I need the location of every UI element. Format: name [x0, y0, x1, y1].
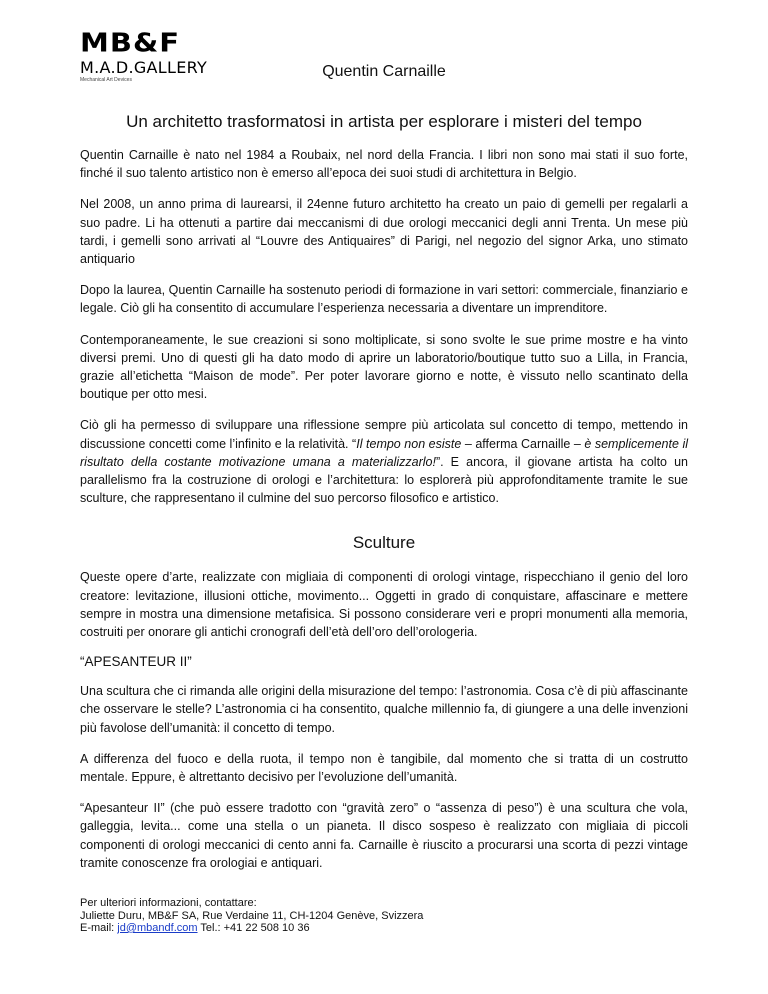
email-link[interactable]: jd@mbandf.com	[117, 922, 198, 934]
document-body	[80, 146, 688, 885]
quote-italic-2: è semplicemente il risultato della costante motivazione umana a materializzarlo!	[80, 436, 689, 469]
intro-paragraph-2: Nel 2008, un anno prima di laurearsi, il 24enne futuro architetto ha creato un paio di gemelli per regalarli a suo padre. Li ha ottenuti a partire dai meccanismi di due orologi meccanici degli anni Trenta. Un mese più tardi, i gemelli sono arrivati al “Louvre des Antiquaires” di Parigi, nel negozio del signor Arka, uno stimato antiquario	[80, 197, 688, 267]
section-heading-sculture: Sculture	[352, 533, 416, 553]
document-title: Quentin Carnaille	[322, 63, 446, 80]
subheading-apesanteur: “APESANTEUR II”	[80, 654, 192, 670]
contact-footer	[80, 897, 688, 935]
footer-tel: Tel.: +41 22 508 10 36	[197, 922, 310, 934]
apesanteur-paragraph-2: A differenza del fuoco e della ruota, il tempo non è tangibile, dal momento che si tratta di un costrutto mentale. Eppure, è altrettanto decisivo per l’evoluzione dell’umanità.	[80, 751, 688, 785]
document-subtitle: Un architetto trasformatosi in artista per esplorare i misteri del tempo	[126, 112, 642, 131]
intro-paragraph-3: Dopo la laurea, Quentin Carnaille ha sostenuto periodi di formazione in vari settori: commerciale, finanziario e legale. Ciò gli ha consentito di accumulare l’esperienza necessaria a diventare un imprenditore.	[80, 283, 688, 316]
footer-email-label: E-mail:	[80, 922, 118, 934]
quote-italic-1: Il tempo non esiste	[356, 436, 462, 451]
intro-paragraph-4: Contemporaneamente, le sue creazioni si sono moltiplicate, si sono svolte le sue prime mostre e ha vinto diversi premi. Uno di questi gli ha dato modo di aprire un laboratorio/boutique tutto suo a Lilla, in Francia, grazie all’etichetta “Maison de mode”. Per poter lavorare giorno e notte, è vissuto nello scantinato della boutique per otto mesi.	[80, 332, 688, 402]
footer-line-info: Per ulteriori informazioni, contattare:	[80, 897, 257, 909]
intro-paragraph-1: Quentin Carnaille è nato nel 1984 a Roubaix, nel nord della Francia. I libri non sono mai stati il suo forte, finché il suo talento artistico non è emerso all’epoca dei suoi studi di architettura in Belgio.	[80, 148, 688, 181]
apesanteur-paragraph-3: “Apesanteur II” (che può essere tradotto con “gravità zero” o “assenza di peso”) è una scultura che vola, galleggia, levita... come una stella o un pianeta. Il disco sospeso è realizzato con migliaia di piccoli componenti di orologi meccanici di cento anni fa. Carnaille è riuscito a procurarsi una scorta di pezzi vintage tramite conoscenze fra orologiai e antiquari.	[80, 801, 688, 870]
quote-before: Ciò gli ha permesso di sviluppare una riflessione sempre più articolata sul concetto di tempo, mettendo in discussione concetti come l’infinito e la relatività. “	[80, 418, 688, 451]
footer-line-address: Juliette Duru, MB&F SA, Rue Verdaine 11, CH-1204 Genève, Svizzera	[80, 909, 424, 922]
logo-brand: MB&F	[80, 27, 181, 58]
footer-line-contact	[80, 922, 688, 935]
quote-middle: – afferma Carnaille –	[461, 436, 585, 451]
logo-gallery: M.A.D.GALLERY	[80, 58, 208, 77]
quote-after: ”. E ancora, il giovane artista ha colto un parallelismo fra la costruzione di orologi e l’architettura: lo esplorerà più approfonditamente tramite le sue sculture, che rappresentano il culmine del suo percorso filosofico e artistico.	[80, 454, 688, 506]
sculture-paragraph: Queste opere d’arte, realizzate con migliaia di componenti di orologi vintage, rispecchiano il genio del loro creatore: levitazione, illusioni ottiche, movimento... Oggetti in grado di conquistare, affascinare e mettere sempre in mostra una dimensione metafisica. Si possono considerare veri e propri monumenti alla memoria, costruiti per onorare gli antichi cronografi dell’età dell’oro dell’orologeria.	[80, 570, 688, 640]
quote-paragraph	[80, 416, 688, 507]
apesanteur-paragraph-1: Una scultura che ci rimanda alle origini della misurazione del tempo: l’astronomia. Cosa c’è di più affascinante che osservare le stelle? L’astronomia ci ha consentito, qualche millennio fa, di giungere a una delle invenzioni più favolose dell’umanità: il concetto di tempo.	[80, 684, 688, 735]
logo-tagline: Mechanical Art Devices	[80, 77, 132, 83]
